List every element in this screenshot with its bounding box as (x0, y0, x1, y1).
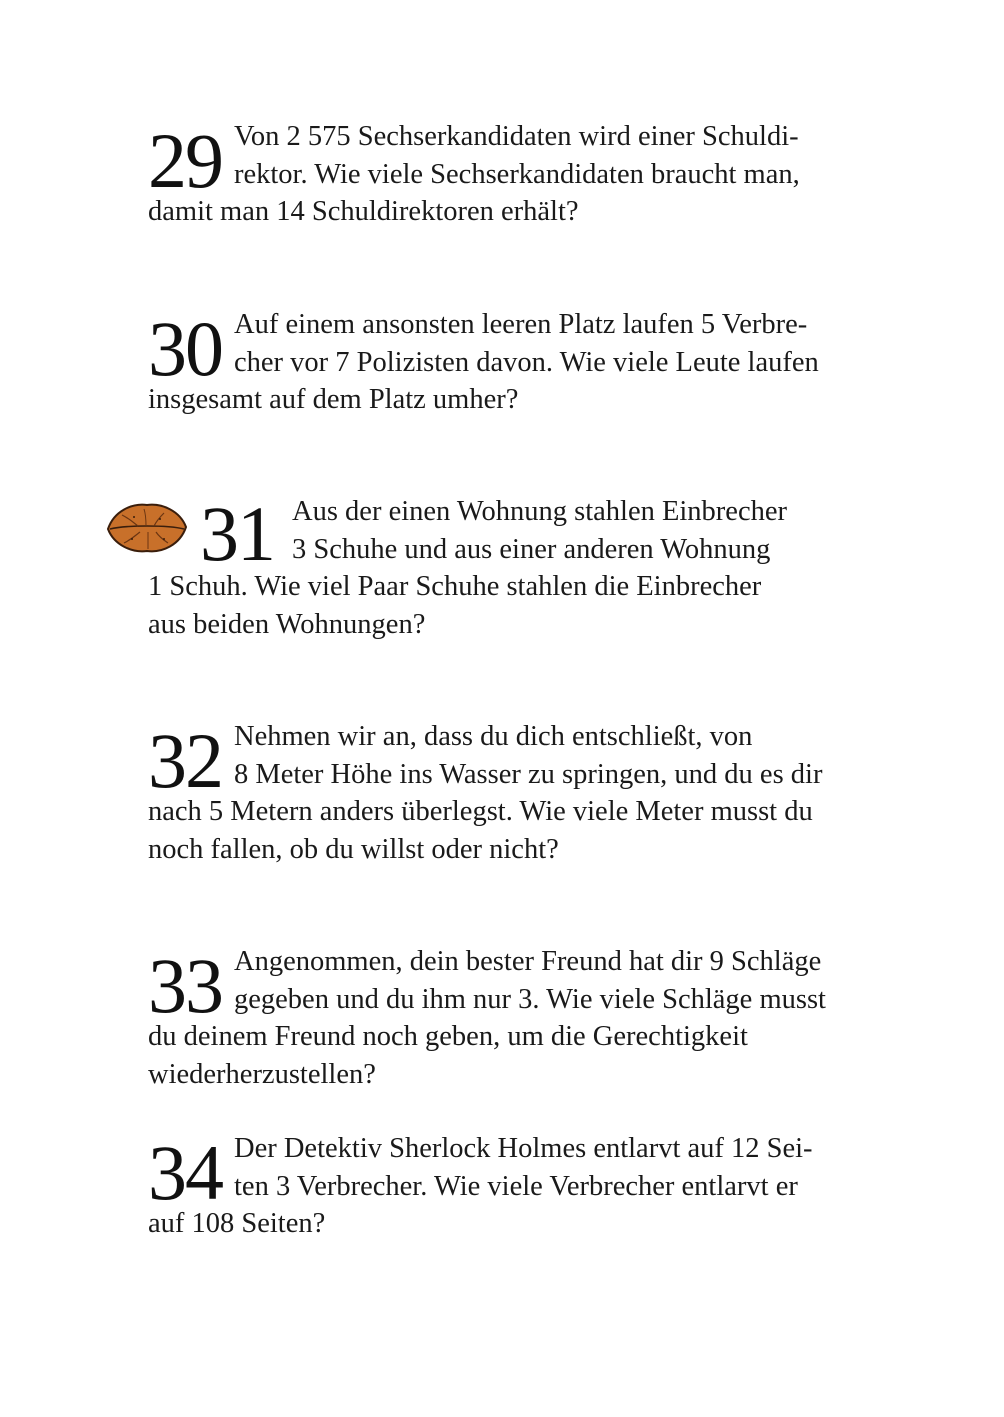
problem-number: 31 (200, 490, 274, 577)
problem-text-line: rektor. Wie viele Sechserkandidaten braucht man, (234, 158, 800, 190)
problem-text-line: Der Detektiv Sherlock Holmes entlarvt auf 12 Sei- (234, 1133, 813, 1164)
problem-number: 32 (148, 717, 222, 804)
problem-32 (148, 718, 876, 868)
problem-text-line: du deinem Freund noch geben, um die Gerechtigkeit (148, 1021, 748, 1052)
problem-text-line: cher vor 7 Polizisten davon. Wie viele Leute laufen (234, 346, 819, 378)
problem-31 (148, 490, 876, 643)
problem-number: 33 (148, 942, 222, 1029)
walnut-icon (104, 499, 190, 555)
problem-text-line: 3 Schuhe und aus einer anderen Wohnung (292, 533, 771, 565)
problem-text-line: 8 Meter Höhe ins Wasser zu springen, und du es dir (234, 758, 823, 790)
problem-text-line: 1 Schuh. Wie viel Paar Schuhe stahlen die Einbrecher (148, 571, 762, 602)
problem-text-line: Nehmen wir an, dass du dich entschließt, von (234, 721, 753, 752)
problem-text-line: Aus der einen Wohnung stahlen Einbrecher (292, 496, 787, 527)
problem-text-line: Von 2 575 Sechserkandidaten wird einer Schuldi- (234, 121, 799, 152)
problem-text-line: noch fallen, ob du willst oder nicht? (148, 833, 559, 865)
problem-text-line: auf 108 Seiten? (148, 1208, 326, 1239)
problem-number: 34 (148, 1129, 222, 1216)
problem-text-line: Auf einem ansonsten leeren Platz laufen 5 Verbre- (234, 309, 808, 340)
problem-text-line: nach 5 Metern anders überlegst. Wie viele Meter musst du (148, 796, 813, 827)
problem-text-line: gegeben und du ihm nur 3. Wie viele Schläge musst (234, 983, 826, 1015)
problem-number: 30 (148, 305, 222, 392)
problem-text-line: wiederherzustellen? (148, 1058, 376, 1090)
problem-text-line: damit man 14 Schuldirektoren erhält? (148, 196, 579, 227)
problem-29 (148, 118, 876, 231)
problem-text-line: ten 3 Verbrecher. Wie viele Verbrecher entlarvt er (234, 1170, 798, 1202)
problem-text-line: Angenommen, dein bester Freund hat dir 9 Schläge (234, 946, 822, 977)
problem-text-line: aus beiden Wohnungen? (148, 608, 426, 640)
problem-number: 29 (148, 117, 222, 204)
problem-34 (148, 1130, 876, 1243)
problem-30 (148, 306, 876, 419)
problem-33 (148, 943, 876, 1093)
problem-text-line: insgesamt auf dem Platz umher? (148, 384, 519, 415)
